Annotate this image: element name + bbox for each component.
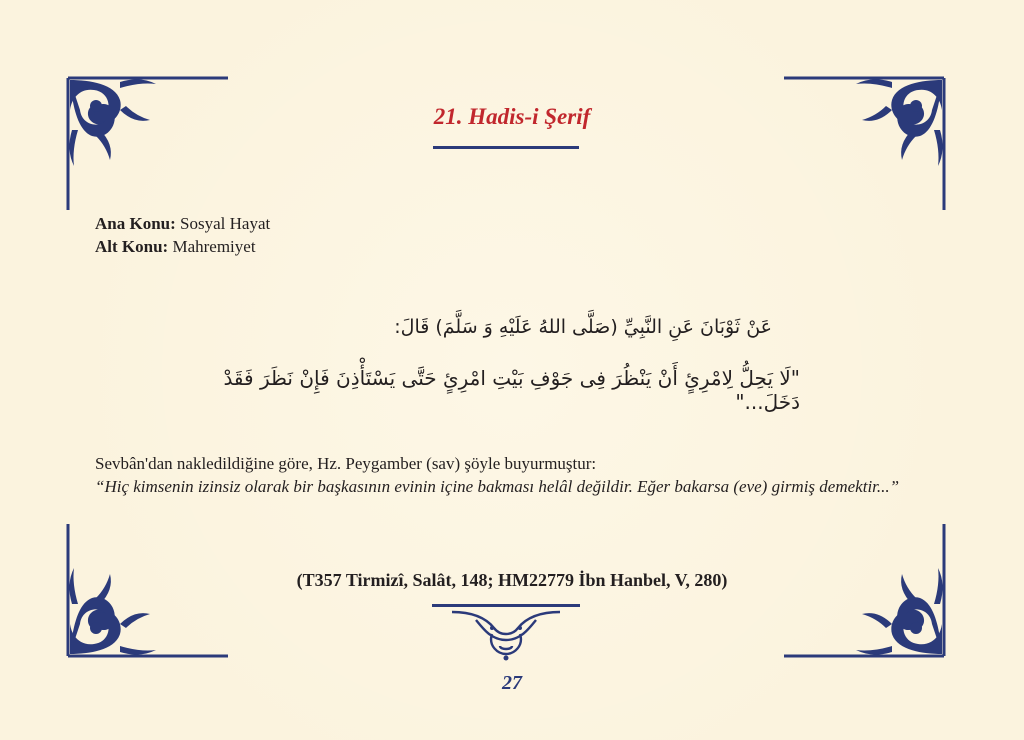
top-left-corner-ornament <box>60 70 232 214</box>
title-underline <box>433 146 579 149</box>
top-right-corner-ornament <box>780 70 952 214</box>
sub-topic-label: Alt Konu: <box>95 237 169 256</box>
bottom-right-corner-ornament <box>780 520 952 664</box>
page-number: 27 <box>502 672 522 694</box>
sub-topic-line <box>95 235 270 258</box>
sub-topic-value: Mahremiyet <box>172 237 256 256</box>
arabic-isnad-line: عَنْ ثَوْبَانَ عَنِ النَّبِيِّ (صَلَّى اللهُ عَلَيْهِ وَ سَلَّمَ) قَالَ: <box>394 316 772 338</box>
bottom-left-corner-ornament <box>60 520 232 664</box>
topic-meta <box>95 212 270 258</box>
main-topic-value: Sosyal Hayat <box>180 214 271 233</box>
arabic-hadith-line: "لَا يَحِلُّ لِامْرِئٍ أَنْ يَنْظُرَ فِى جَوْفِ بَيْتِ امْرِئٍ حَتَّى يَسْتَأْذِنَ فَإِنْ نَظَرَ فَقَدْ دَخَلَ..." <box>223 366 800 414</box>
translation-intro: Sevbân'dan nakledildiğine göre, Hz. Peygamber (sav) şöyle buyurmuştur: <box>95 454 597 473</box>
hadith-title: 21. Hadis-i Şerif <box>433 104 591 129</box>
hadith-source-reference: (T357 Tirmizî, Salât, 148; HM22779 İbn Hanbel, V, 280) <box>296 570 728 590</box>
translation-quote: “Hiç kimsenin izinsiz olarak bir başkasının evinin içine bakması helâl değildir. Eğer bakarsa (eve) girmiş demektir...” <box>95 477 900 496</box>
bottom-center-ornament <box>432 600 580 667</box>
turkish-translation <box>95 452 955 498</box>
main-topic-line <box>95 212 270 235</box>
main-topic-label: Ana Konu: <box>95 214 176 233</box>
